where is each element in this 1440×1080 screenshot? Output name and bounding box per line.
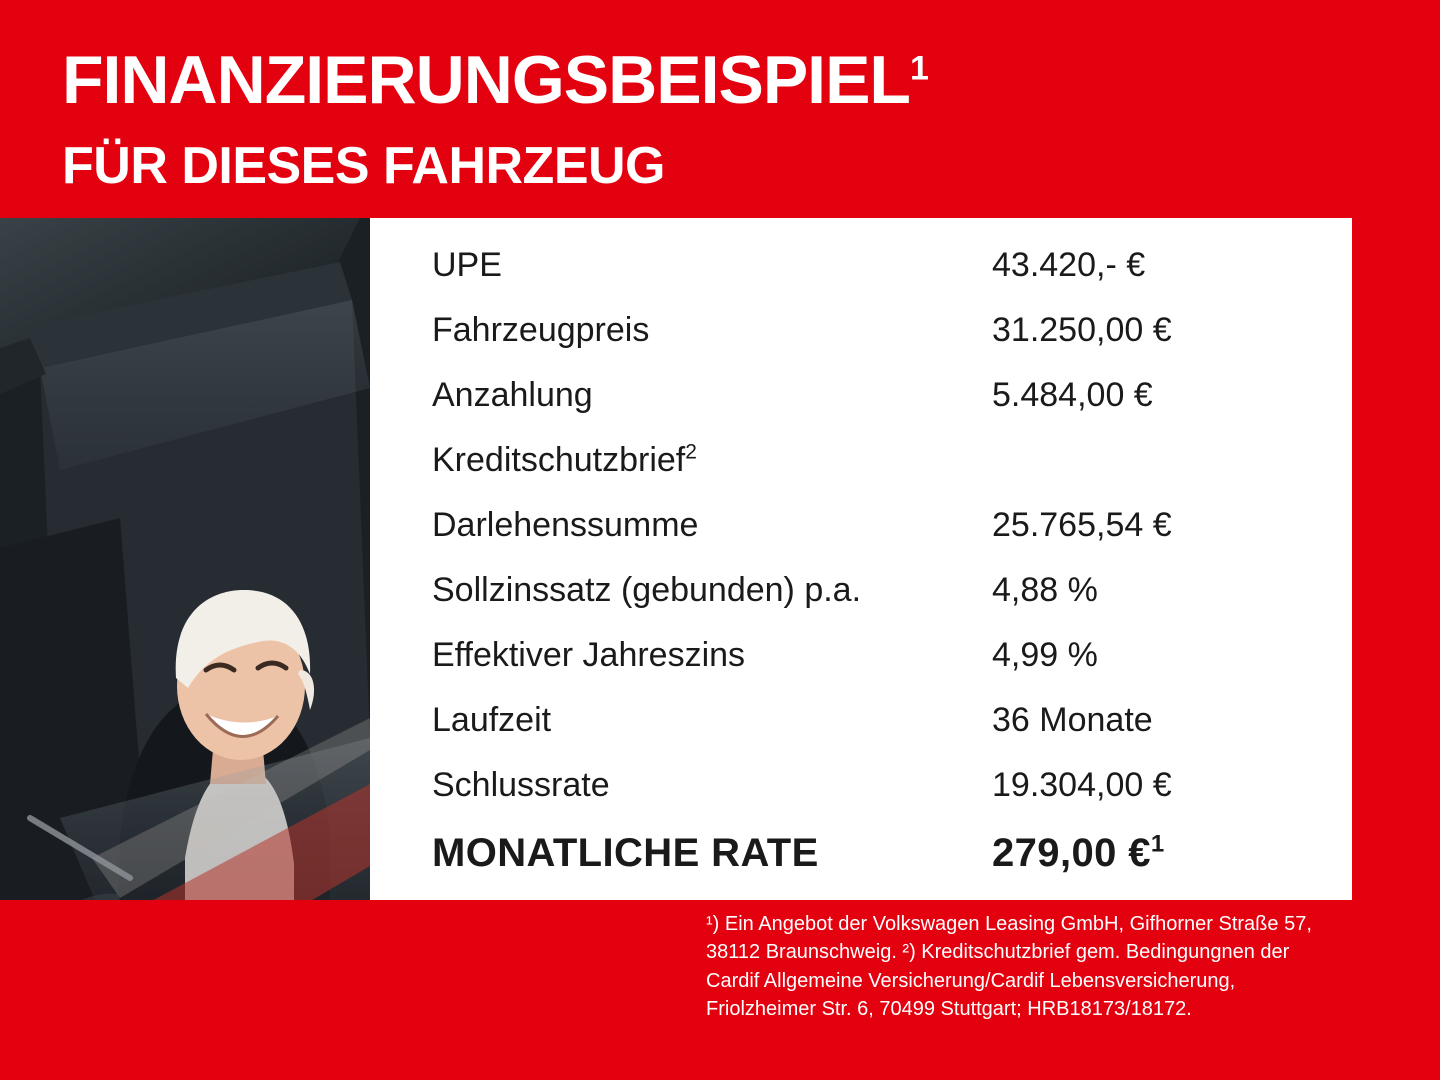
row-label [432, 701, 992, 740]
row-value: 31.250,00 € [992, 311, 1172, 349]
poster-header [0, 0, 1440, 218]
row-label-text: UPE [432, 246, 502, 284]
row-value: 4,88 % [992, 571, 1098, 609]
row-label-text: Effektiver Jahreszins [432, 636, 746, 674]
row-label-text: Sollzinssatz (gebunden) p.a. [432, 571, 862, 609]
row-value: 5.484,00 € [992, 376, 1153, 414]
row-value: 43.420,- € [992, 246, 1146, 284]
row-label-text: Laufzeit [432, 701, 552, 739]
table-row [432, 506, 1292, 571]
row-label [432, 441, 992, 480]
row-label-text: Kreditschutzbrief [432, 441, 686, 479]
row-label [432, 571, 992, 610]
row-label [432, 246, 992, 285]
row-label [432, 376, 992, 415]
table-row [432, 311, 1292, 376]
table-row [432, 636, 1292, 701]
row-value: 19.304,00 € [992, 766, 1172, 804]
monthly-rate-value [992, 831, 1165, 876]
table-row [432, 701, 1292, 766]
row-label-text: Anzahlung [432, 376, 593, 414]
monthly-rate-label: MONATLICHE RATE [432, 831, 819, 875]
row-label-text: Darlehenssumme [432, 506, 699, 544]
financing-table [432, 246, 1292, 901]
monthly-rate-row [432, 831, 1292, 901]
row-value: 36 Monate [992, 701, 1153, 739]
row-label-footnote-marker: 2 [685, 440, 697, 464]
table-row [432, 441, 1292, 506]
table-row [432, 246, 1292, 311]
page-title-text: FINANZIERUNGSBEISPIEL [62, 42, 910, 118]
financing-details-panel [370, 218, 1352, 900]
row-label [432, 311, 992, 350]
vehicle-photo [0, 218, 370, 900]
monthly-rate-footnote-marker: 1 [1150, 830, 1165, 858]
page-subtitle: FÜR DIESES FAHRZEUG [62, 137, 665, 195]
row-label [432, 766, 992, 805]
row-value: 4,99 % [992, 636, 1098, 674]
row-label-text: Fahrzeugpreis [432, 311, 650, 349]
monthly-rate-amount: 279,00 € [992, 831, 1151, 875]
legal-footnote: ¹) Ein Angebot der Volkswagen Leasing GmbH, Gifhorner Straße 57, 38112 Braunschweig. ²) Kreditschutzbrief gem. Bedingungnen der Cardif Allgemeine Versicherung/Cardif Lebensversicherung, Friolzheimer Str. 6, 70499 Stuttgart; HRB18173/18172. [706, 913, 1312, 1021]
vehicle-photo-illustration [0, 218, 370, 900]
table-row [432, 376, 1292, 441]
table-row [432, 766, 1292, 831]
table-row [432, 571, 1292, 636]
row-label [432, 636, 992, 675]
row-label [432, 506, 992, 545]
page-title [62, 42, 928, 118]
row-label-text: Schlussrate [432, 766, 610, 804]
page-title-footnote-marker: 1 [909, 49, 928, 88]
row-value: 25.765,54 € [992, 506, 1172, 544]
